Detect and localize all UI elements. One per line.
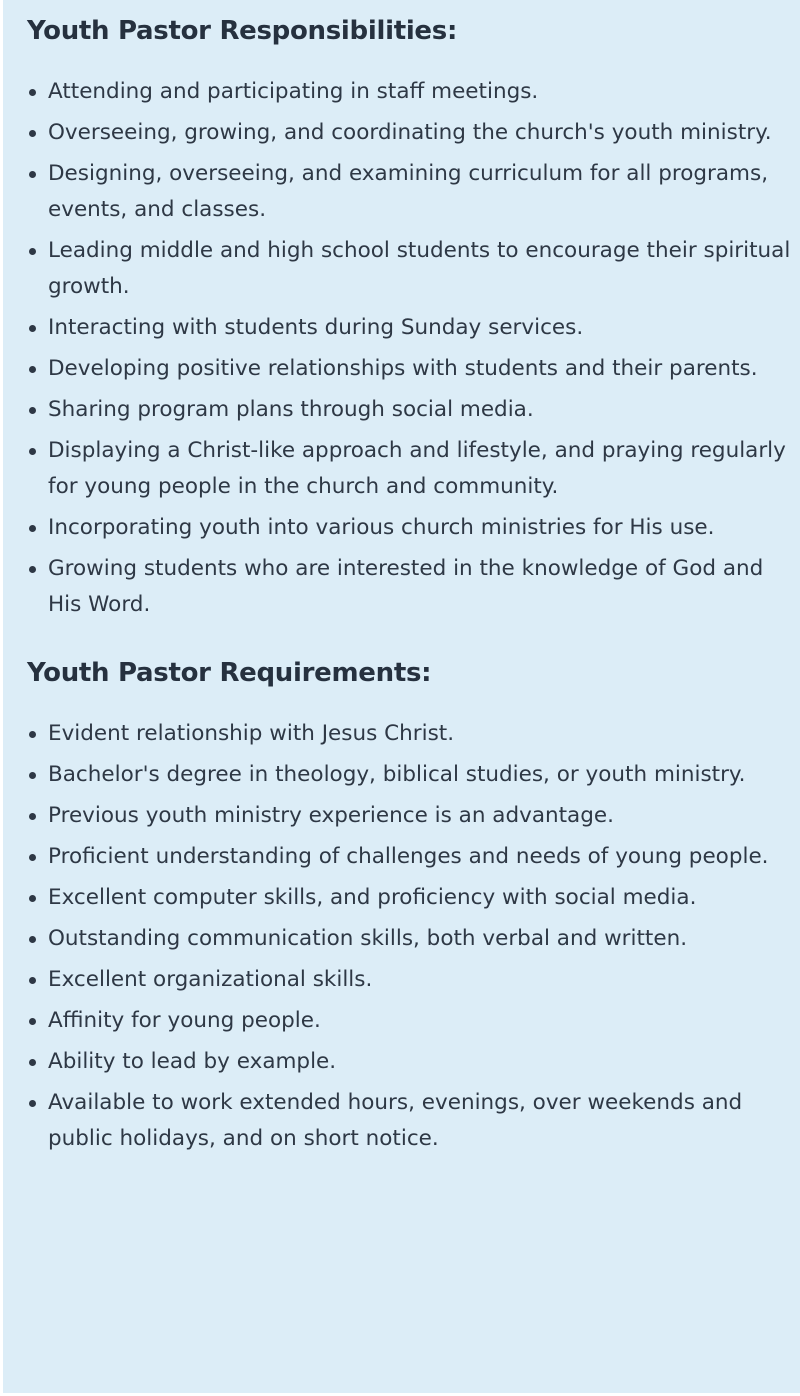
responsibility-item: Sharing program plans through social media. [27,392,800,428]
responsibility-item: Growing students who are interested in the knowledge of God and His Word. [27,551,800,623]
responsibilities-list [27,74,800,623]
requirement-item: Affinity for young people. [27,1003,800,1039]
requirements-heading: Youth Pastor Requirements: [27,658,432,688]
requirement-item: Outstanding communication skills, both verbal and written. [27,921,800,957]
responsibility-item: Designing, overseeing, and examining curriculum for all programs, events, and classes. [27,156,800,228]
requirement-item: Excellent computer skills, and proficiency with social media. [27,880,800,916]
requirement-item: Ability to lead by example. [27,1044,800,1080]
responsibility-item: Incorporating youth into various church ministries for His use. [27,510,800,546]
responsibilities-heading: Youth Pastor Responsibilities: [27,16,458,46]
requirement-item: Evident relationship with Jesus Christ. [27,716,800,752]
requirement-item: Bachelor's degree in theology, biblical studies, or youth ministry. [27,757,800,793]
responsibility-item: Displaying a Christ-like approach and lifestyle, and praying regularly for young people in the church and community. [27,433,800,505]
responsibility-item: Attending and participating in staff meetings. [27,74,800,110]
responsibility-item: Interacting with students during Sunday services. [27,310,800,346]
responsibility-item: Developing positive relationships with students and their parents. [27,351,800,387]
requirement-item: Proficient understanding of challenges and needs of young people. [27,839,800,875]
requirement-item: Previous youth ministry experience is an advantage. [27,798,800,834]
responsibility-item: Leading middle and high school students to encourage their spiritual growth. [27,233,800,305]
requirements-list [27,716,800,1157]
requirement-item: Available to work extended hours, evenings, over weekends and public holidays, and on short notice. [27,1085,800,1157]
requirement-item: Excellent organizational skills. [27,962,800,998]
responsibility-item: Overseeing, growing, and coordinating the church's youth ministry. [27,115,800,151]
content-panel [3,0,800,1393]
